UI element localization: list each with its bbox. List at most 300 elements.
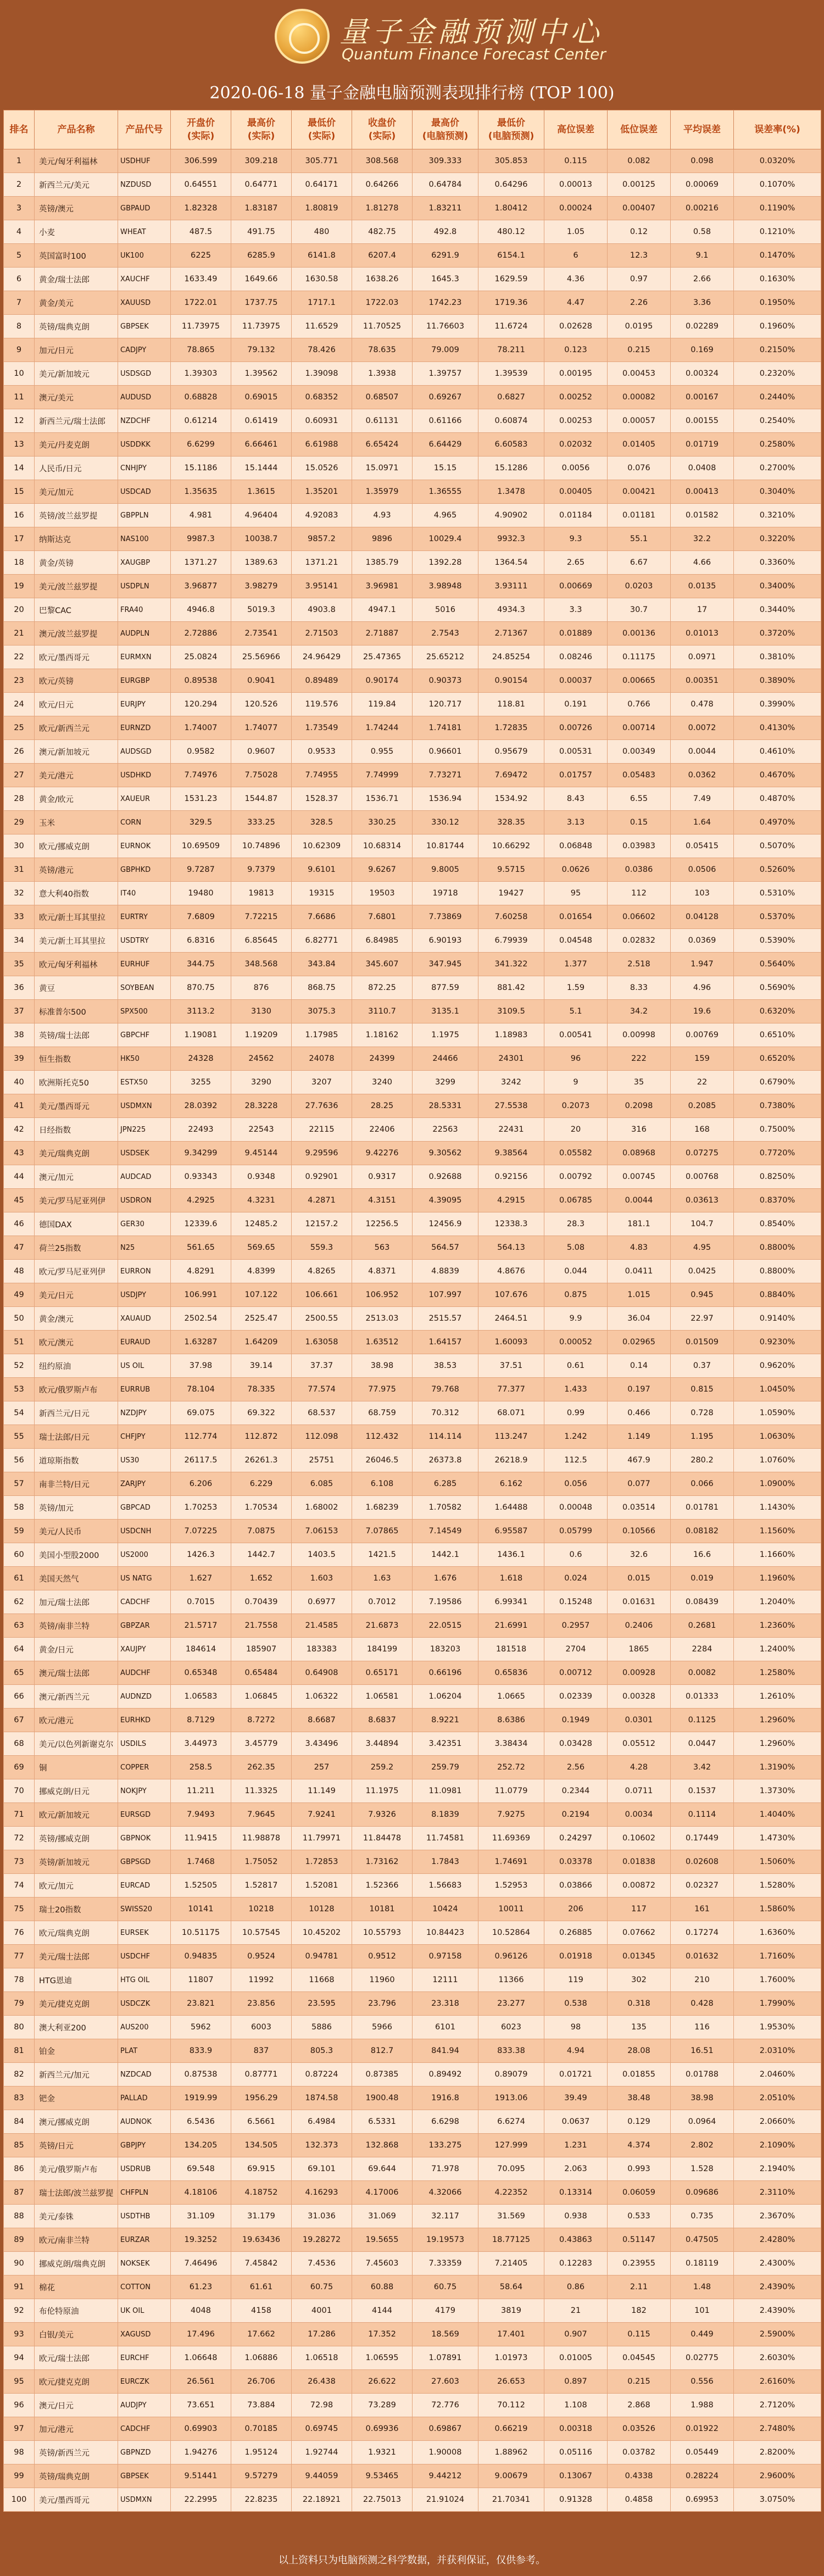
- table-cell: 2502.54: [171, 1307, 231, 1331]
- disclaimer-footer: 以上资料只为电脑预测之科学数据，并获利保证，仅供参考。: [3, 2549, 821, 2572]
- table-cell: 0.99: [544, 1401, 608, 1425]
- table-cell: XAUUSD: [118, 291, 171, 315]
- table-cell: 841.94: [413, 2039, 478, 2063]
- table-cell: 加元/日元: [35, 338, 118, 362]
- table-cell: 5886: [292, 2016, 352, 2039]
- table-cell: 24078: [292, 1047, 352, 1071]
- table-cell: 19315: [292, 882, 352, 905]
- table-row: [4, 1779, 821, 1803]
- table-cell: 0.00768: [671, 1165, 734, 1189]
- table-cell: 0.466: [608, 1401, 671, 1425]
- table-cell: 0.076: [608, 457, 671, 480]
- table-cell: 29: [4, 811, 35, 834]
- table-cell: 1.92744: [292, 2441, 352, 2464]
- table-cell: 21: [544, 2299, 608, 2323]
- table-cell: 79: [4, 1992, 35, 2016]
- table-row: [4, 2346, 821, 2370]
- table-cell: 308.568: [352, 149, 413, 173]
- table-cell: 0.65484: [231, 1661, 292, 1685]
- table-cell: 0.2681: [671, 1614, 734, 1638]
- table-row: [4, 338, 821, 362]
- table-cell: 纳斯达克: [35, 527, 118, 551]
- table-cell: 24301: [478, 1047, 544, 1071]
- table-cell: 1.63512: [352, 1331, 413, 1354]
- table-cell: 2.063: [544, 2157, 608, 2181]
- table-cell: 27.603: [413, 2370, 478, 2394]
- table-cell: 0.58: [671, 220, 734, 244]
- table-cell: 17.496: [171, 2323, 231, 2346]
- table-cell: AUDPLN: [118, 622, 171, 646]
- table-cell: US30: [118, 1449, 171, 1472]
- table-cell: 0.01582: [671, 504, 734, 527]
- table-cell: 31.036: [292, 2205, 352, 2228]
- table-cell: 0.90373: [413, 669, 478, 693]
- table-cell: 0.00421: [608, 480, 671, 504]
- table-cell: 10.52864: [478, 1921, 544, 1945]
- table-cell: 4946.8: [171, 598, 231, 622]
- table-cell: 欧元/日元: [35, 693, 118, 716]
- table-cell: 6207.4: [352, 244, 413, 268]
- table-cell: 113.247: [478, 1425, 544, 1449]
- table-cell: 1528.37: [292, 787, 352, 811]
- table-cell: 73.289: [352, 2394, 413, 2417]
- table-cell: 新西兰元/日元: [35, 1401, 118, 1425]
- table-cell: 7.74999: [352, 764, 413, 787]
- table-cell: 0.01181: [608, 504, 671, 527]
- table-cell: 1.52505: [171, 1874, 231, 1898]
- table-cell: 1.68002: [292, 1496, 352, 1520]
- table-cell: 135: [608, 2016, 671, 2039]
- table-cell: EURCHF: [118, 2346, 171, 2370]
- table-cell: 4.96404: [231, 504, 292, 527]
- table-cell: 487.5: [171, 220, 231, 244]
- table-cell: 18: [4, 551, 35, 575]
- table-cell: 21.5717: [171, 1614, 231, 1638]
- table-cell: 23.595: [292, 1992, 352, 2016]
- table-cell: 道琼斯指数: [35, 1449, 118, 1472]
- table-cell: 480: [292, 220, 352, 244]
- table-cell: 0.115: [544, 149, 608, 173]
- table-cell: 英镑/瑞典克朗: [35, 315, 118, 338]
- table-cell: 89: [4, 2228, 35, 2252]
- table-cell: 0.2580%: [734, 433, 821, 457]
- table-cell: 0.86: [544, 2275, 608, 2299]
- table-cell: 22: [4, 646, 35, 669]
- table-cell: 0.00013: [544, 173, 608, 197]
- table-cell: 0.00253: [544, 409, 608, 433]
- table-cell: 0.6977: [292, 1590, 352, 1614]
- table-cell: 28.08: [608, 2039, 671, 2063]
- table-cell: 1.35201: [292, 480, 352, 504]
- table-cell: 3: [4, 197, 35, 220]
- table-cell: 0.08439: [671, 1590, 734, 1614]
- table-cell: 英镑/加元: [35, 1496, 118, 1520]
- table-cell: 1.2400%: [734, 1638, 821, 1661]
- table-cell: US2000: [118, 1543, 171, 1567]
- table-cell: 0.02289: [671, 315, 734, 338]
- table-cell: 1.70253: [171, 1496, 231, 1520]
- table-cell: 0.66219: [478, 2417, 544, 2441]
- table-cell: 104.7: [671, 1212, 734, 1236]
- table-cell: 38.48: [608, 2087, 671, 2110]
- table-cell: 0.69745: [292, 2417, 352, 2441]
- table-cell: UK100: [118, 244, 171, 268]
- table-cell: 73.651: [171, 2394, 231, 2417]
- table-cell: 美元/墨西哥元: [35, 2488, 118, 2512]
- table-cell: 0.7015: [171, 1590, 231, 1614]
- table-cell: 25.0824: [171, 646, 231, 669]
- table-cell: 8.1839: [413, 1803, 478, 1827]
- table-cell: 10.57545: [231, 1921, 292, 1945]
- table-row: [4, 1874, 821, 1898]
- table-row: [4, 1118, 821, 1142]
- table-cell: 2.518: [608, 953, 671, 976]
- table-cell: 7.33359: [413, 2252, 478, 2275]
- table-cell: 11960: [352, 1968, 413, 1992]
- table-cell: 0.129: [608, 2110, 671, 2134]
- table-cell: 0.8370%: [734, 1189, 821, 1212]
- table-cell: 1874.58: [292, 2087, 352, 2110]
- table-cell: 1534.92: [478, 787, 544, 811]
- table-cell: 0.90154: [478, 669, 544, 693]
- table-row: [4, 834, 821, 858]
- table-cell: 0.03782: [608, 2441, 671, 2464]
- table-cell: 1.06518: [292, 2346, 352, 2370]
- table-cell: 12339.6: [171, 1212, 231, 1236]
- table-cell: 7.46496: [171, 2252, 231, 2275]
- table-cell: 112.098: [292, 1425, 352, 1449]
- table-cell: 0.215: [608, 338, 671, 362]
- table-cell: 0.00405: [544, 480, 608, 504]
- table-cell: 119: [544, 1968, 608, 1992]
- table-cell: 6141.8: [292, 244, 352, 268]
- table-cell: 2.868: [608, 2394, 671, 2417]
- table-cell: 6.4984: [292, 2110, 352, 2134]
- table-cell: 37: [4, 1000, 35, 1023]
- table-cell: 0.01333: [671, 1685, 734, 1709]
- table-cell: 4.8676: [478, 1260, 544, 1283]
- table-cell: 10.81744: [413, 834, 478, 858]
- table-row: [4, 669, 821, 693]
- table-row: [4, 598, 821, 622]
- table-cell: CADJPY: [118, 338, 171, 362]
- table-cell: 4.8399: [231, 1260, 292, 1283]
- table-cell: 6.206: [171, 1472, 231, 1496]
- table-cell: AUDUSD: [118, 386, 171, 409]
- table-cell: 0.64784: [413, 173, 478, 197]
- table-cell: 0.9041: [231, 669, 292, 693]
- table-cell: 澳元/瑞士法郎: [35, 1661, 118, 1685]
- table-cell: 23.856: [231, 1992, 292, 2016]
- table-cell: 868.75: [292, 976, 352, 1000]
- table-cell: 0.28224: [671, 2464, 734, 2488]
- table-cell: 37.37: [292, 1354, 352, 1378]
- table-cell: 0.97: [608, 268, 671, 291]
- table-cell: 英镑/南非兰特: [35, 1614, 118, 1638]
- table-cell: 15.1444: [231, 457, 292, 480]
- table-cell: 0.3040%: [734, 480, 821, 504]
- table-cell: 7.0875: [231, 1520, 292, 1543]
- table-cell: 2.6030%: [734, 2346, 821, 2370]
- table-cell: 37.51: [478, 1354, 544, 1378]
- table-cell: 24328: [171, 1047, 231, 1071]
- table-cell: 28.3228: [231, 1094, 292, 1118]
- table-cell: 0.2194: [544, 1803, 608, 1827]
- table-cell: 1.63: [352, 1567, 413, 1590]
- table-cell: 6.085: [292, 1472, 352, 1496]
- table-cell: 欧元/英镑: [35, 669, 118, 693]
- table-cell: 19.63436: [231, 2228, 292, 2252]
- table-row: [4, 386, 821, 409]
- table-cell: 澳元/日元: [35, 2394, 118, 2417]
- table-cell: USDSEK: [118, 1142, 171, 1165]
- table-cell: 1.64488: [478, 1496, 544, 1520]
- table-cell: 79.768: [413, 1378, 478, 1401]
- table-cell: 833.38: [478, 2039, 544, 2063]
- table-cell: 9.7287: [171, 858, 231, 882]
- table-cell: 10.55793: [352, 1921, 413, 1945]
- table-cell: 3.45779: [231, 1732, 292, 1756]
- table-cell: AUDJPY: [118, 2394, 171, 2417]
- table-cell: 7.73271: [413, 764, 478, 787]
- table-cell: 78.335: [231, 1378, 292, 1401]
- table-cell: 1.68239: [352, 1496, 413, 1520]
- table-cell: 黄金/澳元: [35, 1307, 118, 1331]
- table-cell: 10128: [292, 1898, 352, 1921]
- table-cell: 0.01788: [671, 2063, 734, 2087]
- table-cell: 1.242: [544, 1425, 608, 1449]
- table-cell: EURHUF: [118, 953, 171, 976]
- table-cell: 26046.5: [352, 1449, 413, 1472]
- table-cell: 35: [608, 1071, 671, 1094]
- table-cell: 4.8265: [292, 1260, 352, 1283]
- table-cell: 2.4280%: [734, 2228, 821, 2252]
- table-cell: 0.7500%: [734, 1118, 821, 1142]
- table-cell: 17.352: [352, 2323, 413, 2346]
- table-cell: 9987.3: [171, 527, 231, 551]
- table-cell: 1.06886: [231, 2346, 292, 2370]
- table-cell: 0.01184: [544, 504, 608, 527]
- table-cell: 309.333: [413, 149, 478, 173]
- table-cell: 0.1125: [671, 1709, 734, 1732]
- table-row: [4, 2394, 821, 2417]
- table-cell: 4001: [292, 2299, 352, 2323]
- table-cell: 1.74244: [352, 716, 413, 740]
- table-cell: 26117.5: [171, 1449, 231, 1472]
- table-cell: 1421.5: [352, 1543, 413, 1567]
- table-cell: 0.01005: [544, 2346, 608, 2370]
- table-cell: 19.6: [671, 1000, 734, 1023]
- table-cell: 86: [4, 2157, 35, 2181]
- table-cell: 0.082: [608, 149, 671, 173]
- table-row: [4, 1638, 821, 1661]
- table-cell: 262.35: [231, 1756, 292, 1779]
- table-cell: 0.00252: [544, 386, 608, 409]
- table-cell: 0.01918: [544, 1945, 608, 1968]
- table-cell: 0.5260%: [734, 858, 821, 882]
- table-cell: 60.75: [292, 2275, 352, 2299]
- table-cell: 0.01654: [544, 905, 608, 929]
- table-cell: 1865: [608, 1638, 671, 1661]
- table-cell: 1.3478: [478, 480, 544, 504]
- table-cell: 563: [352, 1236, 413, 1260]
- table-cell: 4: [4, 220, 35, 244]
- table-cell: 6.5331: [352, 2110, 413, 2134]
- table-cell: USDTRY: [118, 929, 171, 953]
- table-cell: 1.231: [544, 2134, 608, 2157]
- table-cell: 132.373: [292, 2134, 352, 2157]
- table-cell: 168: [671, 1118, 734, 1142]
- table-cell: 0.03526: [608, 2417, 671, 2441]
- table-cell: 0.06059: [608, 2181, 671, 2205]
- table-cell: 183203: [413, 1638, 478, 1661]
- table-cell: 1.108: [544, 2394, 608, 2417]
- table-cell: 68.537: [292, 1401, 352, 1425]
- table-cell: 6.82771: [292, 929, 352, 953]
- table-cell: AUS200: [118, 2016, 171, 2039]
- table-cell: 欧元/瑞士法郎: [35, 2346, 118, 2370]
- table-cell: 1.3615: [231, 480, 292, 504]
- table-row: [4, 315, 821, 338]
- table-cell: 1.74691: [478, 1850, 544, 1874]
- table-row: [4, 1590, 821, 1614]
- table-cell: UK OIL: [118, 2299, 171, 2323]
- table-cell: 3240: [352, 1071, 413, 1094]
- table-row: [4, 2299, 821, 2323]
- table-cell: 1389.63: [231, 551, 292, 575]
- column-header: 误差率(%): [734, 110, 821, 149]
- table-cell: 112.774: [171, 1425, 231, 1449]
- table-cell: 877.59: [413, 976, 478, 1000]
- table-row: [4, 1071, 821, 1094]
- table-row: [4, 1968, 821, 1992]
- table-cell: 78.865: [171, 338, 231, 362]
- table-cell: USDMXN: [118, 2488, 171, 2512]
- table-cell: 0.9582: [171, 740, 231, 764]
- table-cell: 1544.87: [231, 787, 292, 811]
- table-cell: 112.432: [352, 1425, 413, 1449]
- table-cell: 258.5: [171, 1756, 231, 1779]
- table-cell: 10424: [413, 1898, 478, 1921]
- table-cell: 新西兰元/加元: [35, 2063, 118, 2087]
- table-cell: 0.97158: [413, 1945, 478, 1968]
- table-cell: 1.74007: [171, 716, 231, 740]
- table-cell: 0.056: [544, 1472, 608, 1496]
- table-cell: AUDCHF: [118, 1661, 171, 1685]
- column-header: 高位误差: [544, 110, 608, 149]
- table-row: [4, 2063, 821, 2087]
- table-row: [4, 953, 821, 976]
- table-row: [4, 149, 821, 173]
- table-cell: 16.6: [671, 1543, 734, 1567]
- table-cell: 19427: [478, 882, 544, 905]
- table-cell: 1.83211: [413, 197, 478, 220]
- table-cell: 26373.8: [413, 1449, 478, 1472]
- table-cell: 0.64296: [478, 173, 544, 197]
- table-cell: 116: [671, 2016, 734, 2039]
- table-cell: NZDCAD: [118, 2063, 171, 2087]
- table-cell: 0.13314: [544, 2181, 608, 2205]
- table-cell: 0.00792: [544, 1165, 608, 1189]
- table-cell: 11.70525: [352, 315, 413, 338]
- table-cell: 欧元/瑞典克朗: [35, 1921, 118, 1945]
- table-cell: 0.00665: [608, 669, 671, 693]
- table-cell: 0.0056: [544, 457, 608, 480]
- table-cell: 1.06845: [231, 1685, 292, 1709]
- table-cell: 3.42: [671, 1756, 734, 1779]
- table-cell: 黄金/美元: [35, 291, 118, 315]
- table-cell: 7.07225: [171, 1520, 231, 1543]
- table-cell: 5966: [352, 2016, 413, 2039]
- table-cell: 6.60583: [478, 433, 544, 457]
- table-cell: 100: [4, 2488, 35, 2512]
- table-cell: 0.02327: [671, 1874, 734, 1898]
- table-cell: 4144: [352, 2299, 413, 2323]
- table-cell: 22493: [171, 1118, 231, 1142]
- table-cell: 0.993: [608, 2157, 671, 2181]
- table-cell: 3109.5: [478, 1000, 544, 1023]
- table-cell: 9.51441: [171, 2464, 231, 2488]
- table-cell: 68.071: [478, 1401, 544, 1425]
- table-cell: 欧元/挪威克朗: [35, 834, 118, 858]
- table-cell: 69.101: [292, 2157, 352, 2181]
- table-cell: USDILS: [118, 1732, 171, 1756]
- table-cell: 0.04545: [608, 2346, 671, 2370]
- table-cell: 183383: [292, 1638, 352, 1661]
- table-row: [4, 1047, 821, 1071]
- table-cell: 1.9321: [352, 2441, 413, 2464]
- table-cell: 6285.9: [231, 244, 292, 268]
- table-cell: EURMXN: [118, 646, 171, 669]
- table-cell: 7: [4, 291, 35, 315]
- table-cell: 美元/丹麦克朗: [35, 433, 118, 457]
- table-cell: 6.66461: [231, 433, 292, 457]
- table-cell: 0.05799: [544, 1520, 608, 1543]
- table-cell: 58: [4, 1496, 35, 1520]
- table-cell: 564.13: [478, 1236, 544, 1260]
- table-row: [4, 811, 821, 834]
- table-cell: 0.6510%: [734, 1023, 821, 1047]
- table-row: [4, 2441, 821, 2464]
- table-cell: 252.72: [478, 1756, 544, 1779]
- table-cell: 英镑/波兰兹罗提: [35, 504, 118, 527]
- table-cell: 3.0750%: [734, 2488, 821, 2512]
- table-cell: 0.00024: [544, 197, 608, 220]
- table-cell: 6.162: [478, 1472, 544, 1496]
- table-cell: 257: [292, 1756, 352, 1779]
- table-cell: 9.6267: [352, 858, 413, 882]
- table-cell: 6101: [413, 2016, 478, 2039]
- table-cell: 0.01757: [544, 764, 608, 787]
- table-cell: USDCHF: [118, 1945, 171, 1968]
- table-cell: 112.872: [231, 1425, 292, 1449]
- table-cell: 66: [4, 1685, 35, 1709]
- table-cell: 44: [4, 1165, 35, 1189]
- table-cell: 纽约原油: [35, 1354, 118, 1378]
- table-cell: 0.01509: [671, 1331, 734, 1354]
- column-header: 产品名称: [35, 110, 118, 149]
- table-row: [4, 622, 821, 646]
- table-cell: 9.00679: [478, 2464, 544, 2488]
- table-cell: 0.3400%: [734, 575, 821, 598]
- table-cell: 79.132: [231, 338, 292, 362]
- table-row: [4, 1614, 821, 1638]
- table-cell: 259.2: [352, 1756, 413, 1779]
- table-cell: 7.75028: [231, 764, 292, 787]
- table-cell: EURSEK: [118, 1921, 171, 1945]
- table-cell: USDMXN: [118, 1094, 171, 1118]
- table-cell: JPN225: [118, 1118, 171, 1142]
